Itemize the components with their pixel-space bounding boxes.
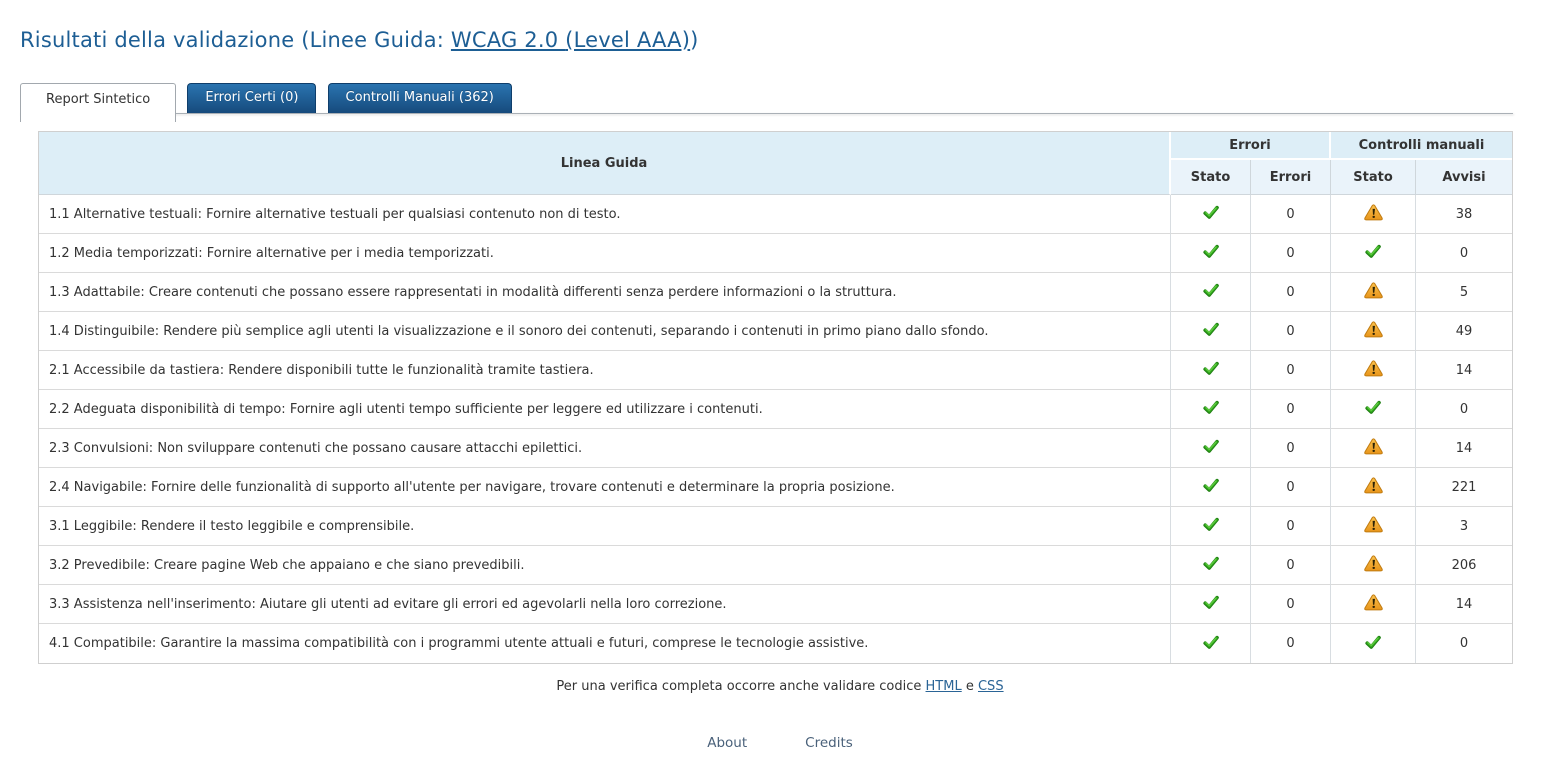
errori-status-cell	[1171, 429, 1251, 468]
tab-controlli-manuali[interactable]: Controlli Manuali (362)	[328, 83, 512, 113]
column-group-controlli-manuali: Controlli manuali	[1331, 132, 1512, 160]
avvisi-count: 14	[1416, 351, 1512, 390]
table-row	[39, 234, 1512, 273]
controlli-status-cell	[1331, 507, 1416, 546]
errori-count: 0	[1251, 624, 1331, 663]
controlli-status-cell	[1331, 429, 1416, 468]
avvisi-count: 3	[1416, 507, 1512, 546]
table-row	[39, 273, 1512, 312]
title-prefix: Risultati della validazione (Linee Guida:	[20, 28, 451, 52]
errori-status-cell	[1171, 468, 1251, 507]
warning-icon	[1364, 321, 1383, 338]
table-row	[39, 546, 1512, 585]
avvisi-count: 49	[1416, 312, 1512, 351]
avvisi-count: 206	[1416, 546, 1512, 585]
column-header-stato-controlli: Stato	[1331, 160, 1416, 195]
errori-count: 0	[1251, 351, 1331, 390]
table-row	[39, 429, 1512, 468]
wcag-guidelines-link[interactable]: WCAG 2.0	[450, 28, 566, 52]
errori-status-cell	[1171, 351, 1251, 390]
errori-count: 0	[1251, 585, 1331, 624]
check-icon	[1203, 360, 1219, 376]
check-icon	[1203, 399, 1219, 415]
errori-status-cell	[1171, 507, 1251, 546]
errori-count: 0	[1251, 390, 1331, 429]
column-header-linea-guida: Linea Guida	[39, 132, 1171, 195]
results-tbody	[39, 195, 1512, 663]
table-row	[39, 312, 1512, 351]
errori-count: 0	[1251, 429, 1331, 468]
tabbar-divider	[20, 113, 1513, 114]
controlli-status-cell	[1331, 390, 1416, 429]
avvisi-count: 14	[1416, 429, 1512, 468]
controlli-status-cell	[1331, 624, 1416, 663]
errori-status-cell	[1171, 585, 1251, 624]
check-icon	[1365, 243, 1381, 259]
check-icon	[1203, 282, 1219, 298]
controlli-status-cell	[1331, 312, 1416, 351]
controlli-status-cell	[1331, 585, 1416, 624]
title-suffix: )	[690, 28, 699, 52]
tab-errori-certi[interactable]: Errori Certi (0)	[187, 83, 316, 113]
table-row	[39, 195, 1512, 234]
about-link[interactable]: About	[707, 735, 748, 751]
guideline-text: 4.1 Compatibile: Garantire la massima compatibilità con i programmi utente attuali e futuri, comprese le tecnologie assistive.	[39, 624, 1171, 663]
errori-count: 0	[1251, 546, 1331, 585]
errori-count: 0	[1251, 195, 1331, 234]
check-icon	[1203, 438, 1219, 454]
avvisi-count: 5	[1416, 273, 1512, 312]
credits-link[interactable]: Credits	[805, 735, 853, 751]
controlli-status-cell	[1331, 351, 1416, 390]
check-icon	[1203, 321, 1219, 337]
errori-count: 0	[1251, 312, 1331, 351]
errori-status-cell	[1171, 546, 1251, 585]
warning-icon	[1364, 477, 1383, 494]
bottom-links	[0, 735, 1560, 751]
check-icon	[1203, 477, 1219, 493]
errori-count: 0	[1251, 468, 1331, 507]
guideline-text: 1.2 Media temporizzati: Fornire alternative per i media temporizzati.	[39, 234, 1171, 273]
footnote-middle: e	[961, 679, 978, 694]
warning-icon	[1364, 282, 1383, 299]
avvisi-count: 38	[1416, 195, 1512, 234]
tab-report-sintetico[interactable]: Report Sintetico	[20, 83, 176, 122]
warning-icon	[1364, 594, 1383, 611]
guideline-text: 2.2 Adeguata disponibilità di tempo: Fornire agli utenti tempo sufficiente per leggere ed utilizzare i contenuti.	[39, 390, 1171, 429]
column-header-avvisi: Avvisi	[1416, 160, 1512, 195]
table-row	[39, 351, 1512, 390]
wcag-level-link[interactable]: (Level AAA)	[565, 28, 691, 52]
errori-status-cell	[1171, 234, 1251, 273]
html-validator-link[interactable]: HTML	[925, 679, 962, 694]
table-row	[39, 585, 1512, 624]
footnote-prefix: Per una verifica completa occorre anche validare codice	[556, 679, 926, 694]
table-row	[39, 390, 1512, 429]
check-icon	[1203, 555, 1219, 571]
column-header-stato-errori: Stato	[1171, 160, 1251, 195]
errori-count: 0	[1251, 234, 1331, 273]
check-icon	[1203, 634, 1219, 650]
guideline-text: 1.4 Distinguibile: Rendere più semplice agli utenti la visualizzazione e il sonoro dei contenuti, separando i contenuti in primo piano dallo sfondo.	[39, 312, 1171, 351]
table-row	[39, 624, 1512, 663]
results-table	[38, 131, 1513, 664]
errori-status-cell	[1171, 273, 1251, 312]
errori-status-cell	[1171, 195, 1251, 234]
controlli-status-cell	[1331, 546, 1416, 585]
warning-icon	[1364, 438, 1383, 455]
check-icon	[1203, 594, 1219, 610]
avvisi-count: 0	[1459, 636, 1469, 651]
controlli-status-cell	[1331, 195, 1416, 234]
errori-count: 0	[1251, 273, 1331, 312]
errori-status-cell	[1171, 312, 1251, 351]
guideline-text: 2.4 Navigabile: Fornire delle funzionalità di supporto all'utente per navigare, trovare contenuti e determinare la propria posizione.	[39, 468, 1171, 507]
check-icon	[1203, 516, 1219, 532]
guideline-text: 1.1 Alternative testuali: Fornire alternative testuali per qualsiasi contenuto non di testo.	[39, 195, 1171, 234]
warning-icon	[1364, 204, 1383, 221]
results-table-wrapper	[38, 131, 1513, 664]
avvisi-count: 14	[1416, 585, 1512, 624]
warning-icon	[1364, 555, 1383, 572]
table-row	[39, 468, 1512, 507]
guideline-text: 2.3 Convulsioni: Non sviluppare contenuti che possano causare attacchi epilettici.	[39, 429, 1171, 468]
table-row	[39, 507, 1512, 546]
column-group-errori: Errori	[1171, 132, 1331, 160]
controlli-status-cell	[1331, 234, 1416, 273]
errori-count: 0	[1251, 507, 1331, 546]
avvisi-count: 0	[1416, 234, 1512, 273]
warning-icon	[1364, 516, 1383, 533]
guideline-text: 1.3 Adattabile: Creare contenuti che possano essere rappresentati in modalità differenti senza perdere informazioni o la struttura.	[39, 273, 1171, 312]
avvisi-count: 221	[1416, 468, 1512, 507]
guideline-text: 3.3 Assistenza nell'inserimento: Aiutare gli utenti ad evitare gli errori ed agevolarli nella loro correzione.	[39, 585, 1171, 624]
errori-status-cell	[1171, 624, 1251, 663]
check-icon	[1365, 634, 1381, 650]
controlli-status-cell	[1331, 468, 1416, 507]
guideline-text: 2.1 Accessibile da tastiera: Rendere disponibili tutte le funzionalità tramite tastiera.	[39, 351, 1171, 390]
css-validator-link[interactable]: CSS	[977, 679, 1004, 694]
tab-bar	[20, 83, 1560, 122]
validation-footnote	[0, 679, 1560, 694]
errori-status-cell	[1171, 390, 1251, 429]
check-icon	[1365, 399, 1381, 415]
avvisi-count: 0	[1416, 390, 1512, 429]
controlli-status-cell	[1331, 273, 1416, 312]
guideline-text: 3.2 Prevedibile: Creare pagine Web che appaiano e che siano prevedibili.	[39, 546, 1171, 585]
guideline-text: 3.1 Leggibile: Rendere il testo leggibile e comprensibile.	[39, 507, 1171, 546]
check-icon	[1203, 204, 1219, 220]
check-icon	[1203, 243, 1219, 259]
warning-icon	[1364, 360, 1383, 377]
column-header-errori: Errori	[1251, 160, 1331, 195]
page-title	[20, 28, 1560, 52]
